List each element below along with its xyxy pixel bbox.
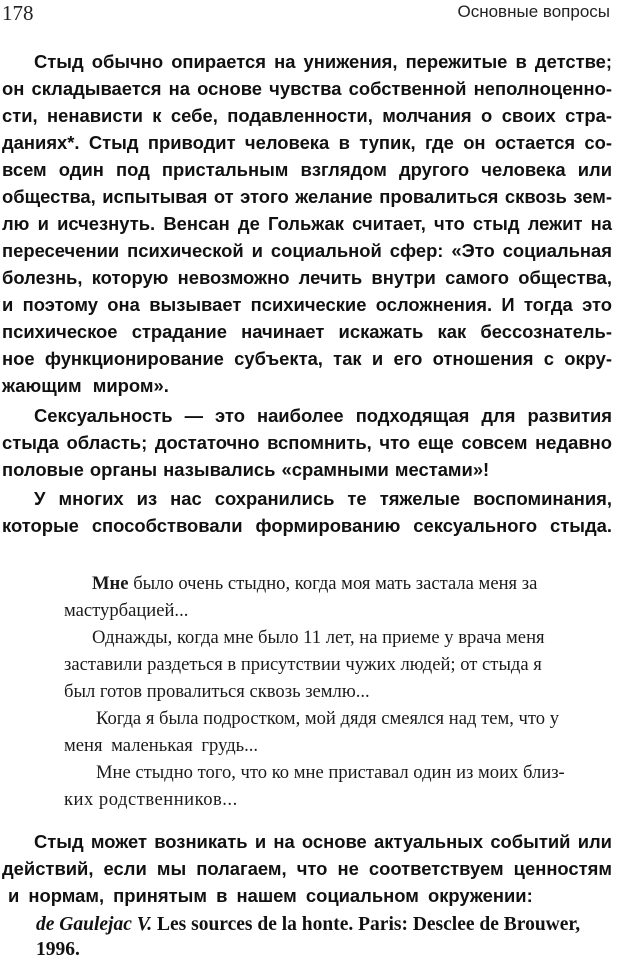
footnote-line: 1996.: [36, 939, 80, 960]
text-line: половые органы назывались «срамными местами»!: [2, 459, 490, 480]
quote-line: ких родственников...: [64, 789, 238, 810]
text-line: и нормам, принятым в нашем социальном окружении:: [8, 885, 533, 906]
text-line: которые способствовали формированию сексуального стыда.: [2, 515, 612, 536]
quote-line: Когда я была подростком, мой дядя смеялся над тем, что у: [96, 708, 559, 729]
text-line: сти, ненависти к себе, подавленности, молчания о своих стра-: [2, 105, 612, 126]
quote-line: Однажды, когда мне было 11 лет, на приеме у врача меня: [92, 627, 545, 648]
text-line: болезнь, которую невозможно лечить внутри самого общества,: [2, 267, 612, 288]
text-line: пересечении психической и социальной сфер: «Это социальная: [2, 240, 612, 261]
quote-line: заставили раздеться в присутствии чужих людей; от стыда я: [64, 654, 542, 675]
page-number: 178: [2, 1, 34, 25]
text-line: всем один под пристальным взглядом другого человека или: [2, 159, 612, 180]
text-line: ное функционирование субъекта, так и его отношения с окру-: [2, 348, 612, 369]
text-line: Стыд может возникать и на основе актуальных событий или: [34, 831, 612, 852]
running-head: Основные вопросы: [457, 2, 610, 21]
footnote-line: de Gaulejac V. Les sources de la honte. Paris: Desclee de Brouwer,: [36, 914, 581, 935]
text-line: психическое страдание начинает искажать как бессознатель-: [2, 321, 612, 342]
text-line: он складывается на основе чувства собственной неполноценно-: [2, 78, 612, 99]
text-line: общества, испытывая от этого желание провалиться сквозь зем-: [2, 186, 612, 207]
text-line: лю и исчезнуть. Венсан де Гольжак считает, что стыд лежит на: [2, 213, 612, 234]
text-line: и поэтому она вызывает психические осложнения. И тогда это: [2, 294, 612, 315]
text-line: Сексуальность — это наиболее подходящая для развития: [34, 405, 612, 426]
text-line: стыда область; достаточно вспомнить, что еще совсем недавно: [2, 432, 612, 453]
text-line: жающим миром».: [2, 375, 169, 396]
quote-lead-word: Мне: [92, 573, 129, 594]
footnote-author: de Gaulejac V.: [36, 914, 153, 935]
page-header: [0, 0, 620, 26]
quote-line: мастурбацией...: [64, 600, 189, 621]
quote-line: меня маленькая грудь...: [64, 735, 259, 756]
text-line: даниях*. Стыд приводит человека в тупик, где он остается со-: [2, 132, 612, 153]
quote-line: был готов провалиться сквозь землю...: [64, 681, 370, 702]
text-line: действий, если мы полагаем, что не соответствуем ценностям: [2, 858, 612, 879]
text-line: Стыд обычно опирается на унижения, пережитые в детстве;: [34, 51, 612, 72]
quote-line: Мне стыдно того, что ко мне приставал один из моих близ-: [96, 762, 565, 783]
text-line: У многих из нас сохранились те тяжелые воспоминания,: [34, 488, 612, 509]
quote-line: Мне было очень стыдно, когда моя мать застала меня за: [92, 573, 538, 594]
